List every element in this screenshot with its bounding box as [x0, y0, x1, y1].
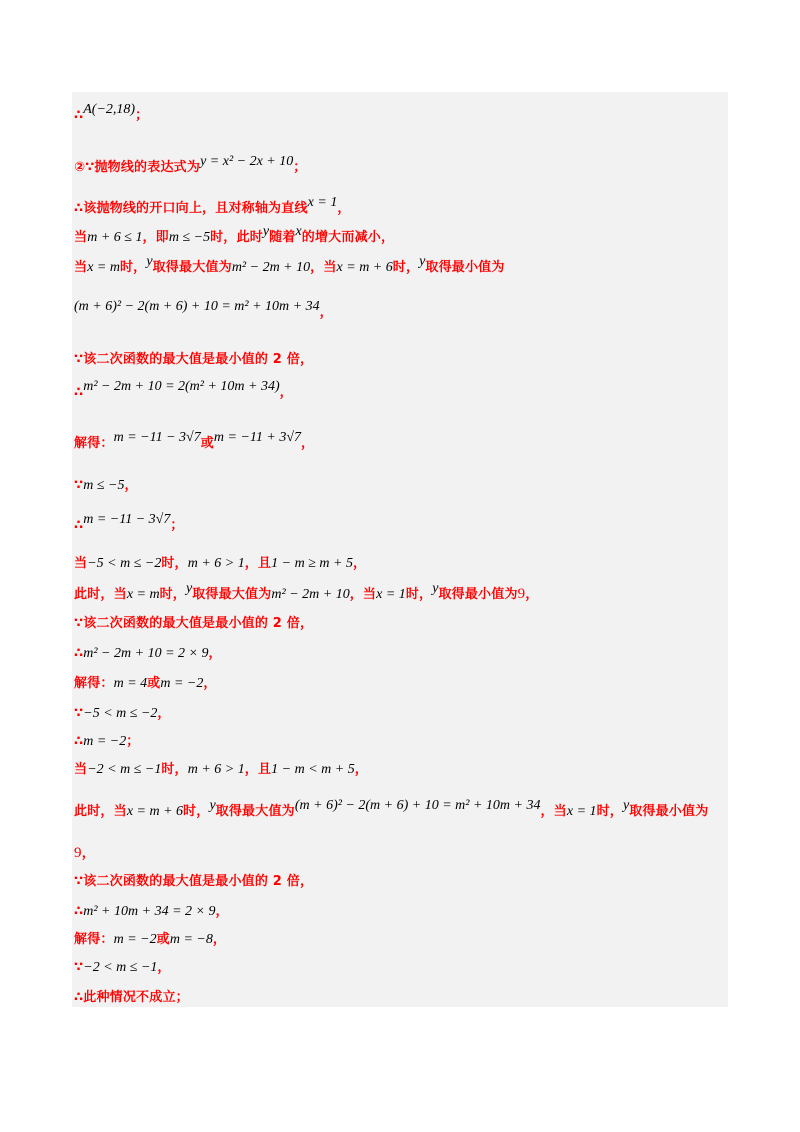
text-segment: 或	[200, 436, 214, 451]
math-expression: x = m	[87, 260, 120, 275]
line-case2-max-min	[74, 581, 539, 603]
number-value: 9	[74, 845, 82, 861]
math-expression: −2 < m ≤ −1	[87, 762, 162, 777]
text-segment: ，	[354, 762, 368, 777]
line-case3-constraint	[74, 960, 171, 976]
math-expression: m + 6 ≤ 1	[87, 230, 143, 245]
text-segment: ，当	[540, 804, 567, 819]
math-expression: y	[186, 581, 193, 596]
text-segment: ，	[157, 706, 171, 721]
math-expression: y	[209, 798, 216, 813]
text-segment: ；	[126, 734, 140, 749]
text-segment: ∵该二次函数的最大值是最小值的 2 倍，	[74, 874, 314, 889]
line-axis-of-symmetry	[74, 195, 351, 217]
math-expression: y	[146, 254, 153, 269]
math-expression: −5 < m ≤ −2	[83, 706, 158, 721]
math-expression: m² + 10m + 34 = 2 × 9	[83, 904, 216, 919]
text-segment: ，	[203, 676, 217, 691]
text-segment: ∴	[74, 904, 84, 919]
math-expression: m² − 2m + 10 = 2(m² + 10m + 34)	[83, 379, 280, 394]
math-expression: x = 1	[566, 804, 597, 819]
text-segment: ，	[301, 436, 315, 451]
text-segment: ∴	[74, 734, 84, 749]
line-double-relation-2	[74, 616, 313, 632]
math-expression: x = m	[126, 587, 160, 602]
math-expression: x = 1	[307, 195, 338, 210]
text-segment: ∴	[74, 646, 84, 661]
line-case3-min-value	[74, 845, 95, 862]
text-segment: ，且	[244, 556, 272, 571]
math-expression: y = x² − 2x + 10	[200, 154, 294, 169]
math-expression: (m + 6)² − 2(m + 6) + 10 = m² + 10m + 34	[74, 299, 320, 314]
text-segment: ，	[352, 556, 367, 571]
line-case2-constraint	[74, 706, 171, 722]
math-expression: −5 < m ≤ −2	[87, 556, 162, 571]
text-segment: ，	[337, 201, 351, 216]
math-expression: m ≤ −5	[83, 478, 125, 493]
text-segment: 解得：	[74, 676, 114, 691]
math-expression: m = −8	[169, 932, 213, 947]
math-expression: −2 < m ≤ −1	[83, 960, 158, 975]
text-segment: 解得：	[74, 436, 114, 451]
line-case1-min-expression	[74, 299, 333, 321]
text-segment: ∵	[74, 960, 84, 975]
text-segment: 取得最大值为	[215, 804, 295, 819]
text-segment: ，即	[142, 230, 169, 245]
text-segment: ，	[208, 646, 222, 661]
text-segment: 时，	[161, 556, 188, 571]
math-expression: m = −2	[83, 734, 127, 749]
line-case3-max-min	[74, 798, 709, 820]
math-expression: m = −2	[160, 676, 204, 691]
text-segment: ∵	[74, 478, 84, 493]
text-segment: ∴该抛物线的开口向上，且对称轴为直线	[74, 201, 308, 216]
math-expression: y	[622, 798, 630, 813]
math-expression: x	[295, 224, 302, 239]
line-case1-max-min	[74, 254, 505, 276]
text-segment: 时，	[405, 587, 433, 602]
math-expression: (m + 6)² − 2(m + 6) + 10 = m² + 10m + 34	[294, 798, 541, 813]
math-expression: m = −2	[113, 932, 157, 947]
text-segment: 时，	[119, 260, 147, 275]
math-expression: x = m + 6	[336, 260, 393, 275]
line-case3-condition	[74, 762, 368, 778]
text-segment: 解得：	[74, 932, 114, 947]
text-segment: 的增大而减小，	[301, 230, 395, 245]
text-segment: ，当	[310, 260, 337, 275]
text-segment: ，当	[349, 587, 377, 602]
text-segment: ，	[525, 587, 539, 602]
line-double-relation-1	[74, 352, 313, 368]
line-case2-equation	[74, 646, 222, 662]
text-segment: 取得最大值为	[152, 260, 232, 275]
text-segment: 随着	[269, 230, 296, 245]
text-segment: 此时，当	[74, 587, 127, 602]
text-segment: 时，	[596, 804, 623, 819]
math-expression: y	[419, 254, 426, 269]
text-segment: 当	[74, 762, 88, 777]
line-double-relation-3	[74, 874, 313, 890]
text-segment: 当	[74, 556, 88, 571]
math-expression: 1 − m ≥ m + 5	[271, 556, 353, 571]
math-expression: m = −11 − 3√7	[113, 430, 201, 445]
text-segment: ②∵抛物线的表达式为	[74, 160, 201, 175]
text-segment: ，	[81, 846, 95, 861]
text-segment: ，	[157, 960, 171, 975]
text-segment: ∵该二次函数的最大值是最小值的 2 倍，	[74, 616, 314, 631]
text-segment: 当	[74, 230, 88, 245]
math-expression: A(−2,18)	[83, 102, 136, 117]
text-segment: 时，此时	[210, 230, 263, 245]
math-expression: m + 6 > 1	[187, 762, 245, 777]
line-point-a	[74, 102, 149, 124]
math-expression: m = −11 − 3√7	[83, 512, 171, 527]
text-segment: 此时，当	[74, 804, 127, 819]
math-expression: m ≤ −5	[168, 230, 211, 245]
line-case1-equation	[74, 379, 293, 401]
line-case1-solutions	[74, 430, 315, 452]
text-segment: 取得最小值为	[629, 804, 709, 819]
text-segment: 取得最小值为	[438, 587, 518, 602]
line-case2-result	[74, 734, 139, 750]
line-case3-solutions	[74, 932, 226, 948]
math-expression: m = 4	[113, 676, 148, 691]
text-segment: 或	[147, 676, 161, 691]
text-segment: ；	[293, 160, 307, 175]
text-segment: ∴此种情况不成立；	[74, 990, 189, 1005]
text-segment: ；	[135, 108, 149, 123]
text-segment: 取得最小值为	[425, 260, 505, 275]
math-expression: x = m + 6	[126, 804, 184, 819]
math-expression: m + 6 > 1	[187, 556, 245, 571]
line-case1-condition	[74, 224, 395, 246]
text-segment: ∵该二次函数的最大值是最小值的 2 倍，	[74, 352, 314, 367]
text-segment: ，	[212, 932, 227, 947]
text-segment: ，	[319, 305, 333, 320]
text-segment: 或	[156, 932, 170, 947]
math-expression: x = 1	[376, 587, 406, 602]
math-expression: m² − 2m + 10 = 2 × 9	[83, 646, 209, 661]
math-expression: m = −11 + 3√7	[213, 430, 302, 445]
math-expression: y	[262, 224, 270, 239]
number-value: 9	[517, 586, 526, 602]
text-segment: ∵	[74, 706, 84, 721]
text-segment: ，	[124, 478, 138, 493]
text-segment: 当	[74, 260, 88, 275]
text-segment: ∴	[74, 385, 84, 400]
text-segment: 时，	[183, 804, 210, 819]
text-segment: ，	[215, 904, 229, 919]
line-case3-equation	[74, 904, 229, 920]
line-parabola-expression	[74, 154, 307, 176]
math-expression: 1 − m < m + 5	[271, 762, 355, 777]
math-expression: m² − 2m + 10	[271, 587, 350, 602]
math-expression: y	[432, 581, 439, 596]
line-case1-result	[74, 512, 184, 534]
line-case3-conclusion	[74, 990, 189, 1006]
text-segment: 取得最大值为	[192, 587, 272, 602]
line-case1-constraint	[74, 478, 138, 494]
text-segment: ，且	[244, 762, 272, 777]
text-segment: ；	[170, 518, 184, 533]
line-case2-solutions	[74, 676, 217, 692]
math-expression: m² − 2m + 10	[231, 260, 311, 275]
line-case2-condition	[74, 556, 366, 572]
text-segment: 时，	[392, 260, 420, 275]
text-segment: 时，	[159, 587, 186, 602]
text-segment: ∴	[74, 518, 84, 533]
text-segment: ，	[279, 385, 293, 400]
text-segment: 时，	[161, 762, 188, 777]
text-segment: ∴	[74, 108, 84, 123]
